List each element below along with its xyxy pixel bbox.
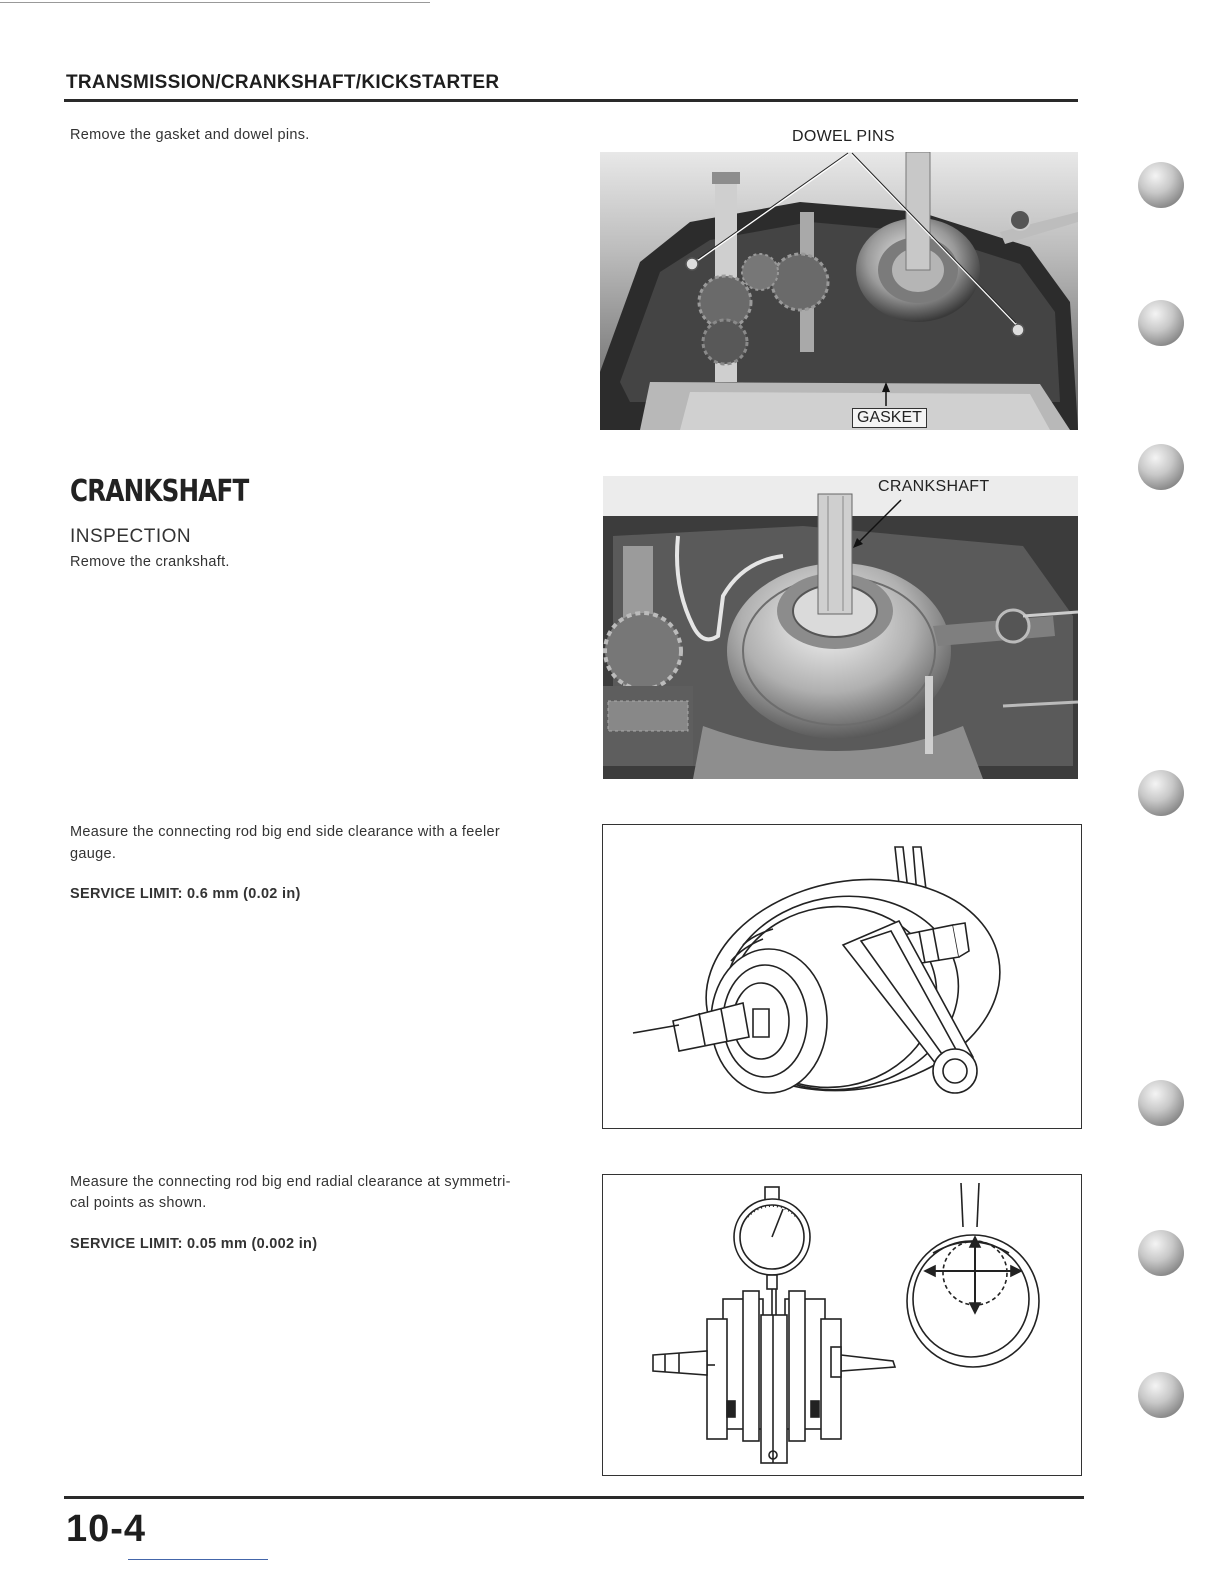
dial-indicator-drawing — [603, 1175, 1081, 1475]
header-rule — [64, 99, 1078, 102]
photo-crankshaft — [603, 476, 1078, 779]
callout-crankshaft: CRANKSHAFT — [878, 478, 990, 495]
top-scan-rule — [0, 2, 430, 3]
step-side-clearance-line2: gauge. — [70, 846, 117, 862]
feeler-gauge-drawing — [603, 825, 1081, 1128]
footer-underline — [128, 1559, 268, 1560]
step-side-clearance-line1: Measure the connecting rod big end side clearance with a feeler — [70, 824, 500, 840]
section-title: CRANKSHAFT — [70, 474, 249, 509]
page-header-title: TRANSMISSION/CRANKSHAFT/KICKSTARTER — [66, 72, 500, 93]
footer-rule — [64, 1496, 1084, 1499]
binding-hole-dot-1 — [1138, 162, 1184, 208]
figure-feeler-gauge — [602, 824, 1082, 1129]
service-limit-radial-clearance: SERVICE LIMIT: 0.05 mm (0.002 in) — [70, 1236, 318, 1252]
figure-dial-indicator — [602, 1174, 1082, 1476]
binding-hole-dot-5 — [1138, 1080, 1184, 1126]
callout-dowel-pins: DOWEL PINS — [792, 128, 895, 145]
step-radial-clearance-line2: cal points as shown. — [70, 1195, 207, 1211]
photo-dowel-pins-gasket — [600, 152, 1078, 430]
photo-dowel-pins-illustration — [600, 152, 1078, 430]
step-radial-clearance-line1: Measure the connecting rod big end radial clearance at symmetri- — [70, 1174, 511, 1190]
subsection-title: INSPECTION — [70, 526, 192, 547]
binding-hole-dot-4 — [1138, 770, 1184, 816]
service-limit-side-clearance: SERVICE LIMIT: 0.6 mm (0.02 in) — [70, 886, 301, 902]
binding-hole-dot-7 — [1138, 1372, 1184, 1418]
binding-hole-dot-6 — [1138, 1230, 1184, 1276]
photo-crankshaft-illustration — [603, 476, 1078, 779]
page-number: 10-4 — [66, 1508, 147, 1550]
binding-hole-dot-3 — [1138, 444, 1184, 490]
step-remove-gasket-text: Remove the gasket and dowel pins. — [70, 127, 310, 143]
binding-hole-dot-2 — [1138, 300, 1184, 346]
callout-gasket: GASKET — [852, 408, 927, 428]
step-remove-crankshaft-text: Remove the crankshaft. — [70, 554, 230, 570]
